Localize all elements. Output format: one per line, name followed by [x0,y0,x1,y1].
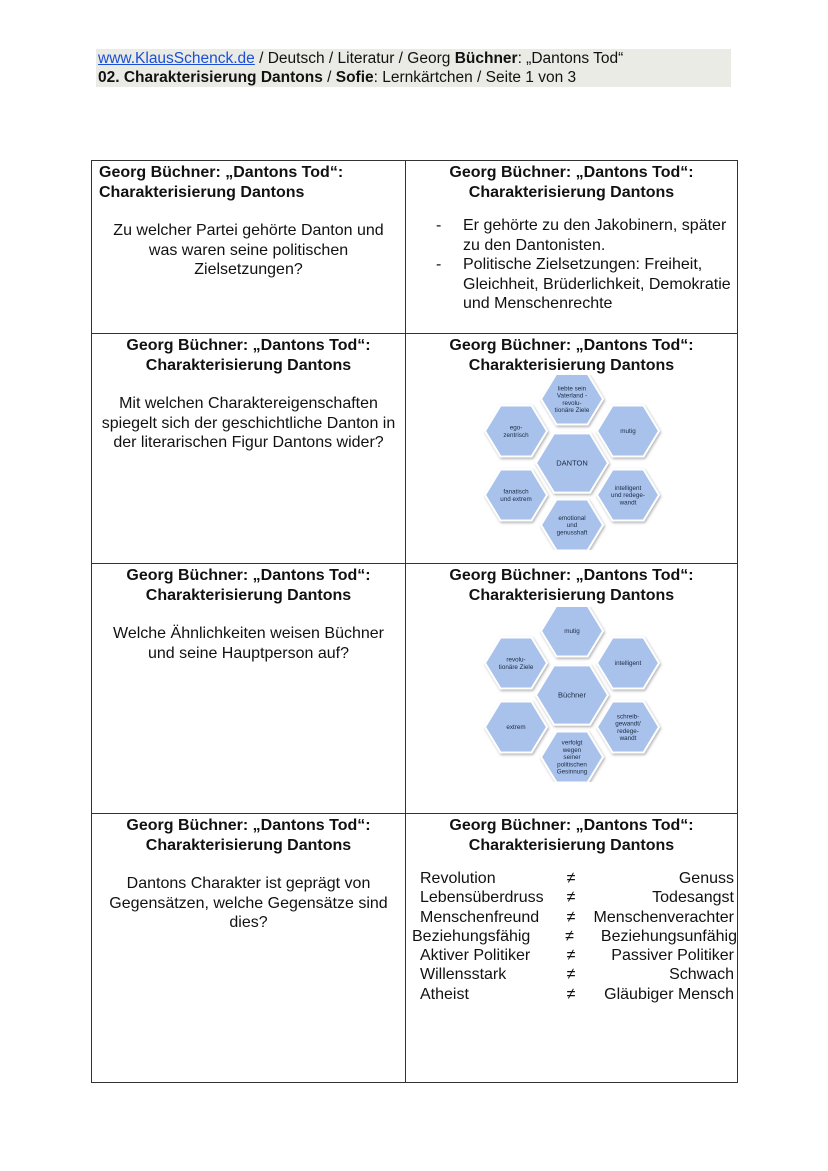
hexagon-label: verfolgt [561,739,582,747]
header-separator: / [322,69,336,86]
hexagon-label: revolu- [505,656,526,664]
card-title [406,564,737,605]
card-title-line-1: Georg Büchner: „Dantons Tod“: [126,567,371,584]
opposite-right: Schwach [669,966,734,984]
hexagon-label: politischen [556,761,587,769]
header-page-info: : Lernkärtchen / Seite 1 von 3 [373,69,577,86]
hexagon-label: redege- [616,727,639,735]
answer-item: - Er gehörte zu den Jakobinern, später zu den Dantonisten. [436,216,737,255]
card-title-line-2: Charakterisierung Dantons [468,836,675,854]
header-line-2 [98,68,731,87]
hexagon-label: schreib- [616,713,639,721]
hexagon-label: und extrem [499,495,532,503]
card-title-line-1: Georg Büchner: „Dantons Tod“: [126,817,371,834]
hexagon-label: mutig [563,628,580,636]
card-title-line-2: Charakterisierung Dantons [145,356,352,374]
opposite-left: Beziehungsfähig [412,927,531,945]
card-title-line-2: Charakterisierung Dantons [145,586,352,604]
hexagon-label: liebte sein [557,385,586,393]
hexagon-label: wegen [562,747,581,754]
hexagon-label: tionäre Ziele [554,407,589,415]
hexagon-label: DANTON [555,458,588,468]
card-title-line-2: Charakterisierung Dantons [468,586,675,604]
question-cell-1 [92,161,406,334]
not-equal-sign: ≠ [566,947,576,965]
hexagon-label: gewandt/ [614,720,641,728]
opposite-right: Gläubiger Mensch [604,985,734,1003]
danton-hexagon-diagram [472,375,672,550]
hexagon-bottom-left [485,470,547,521]
card-row-1 [92,161,738,334]
site-link[interactable]: www.KlausSchenck.de [98,50,255,67]
card-title-line-2: Charakterisierung Dantons [468,356,675,374]
card-row-2 [92,334,738,564]
question-text: Zu welcher Partei gehörte Danton und was waren seine politischen Zielsetzungen? [113,222,384,278]
opposite-right: Todesangst [652,889,734,907]
hexagon-label: wandt [619,499,636,507]
question-text: Dantons Charakter ist geprägt von Gegensätzen, welche Gegensätze sind dies? [109,875,388,931]
hexagon-label: emotional [557,515,586,522]
hexagon-label: und redege- [610,492,645,500]
card-title-line-1: Georg Büchner: „Dantons Tod“: [449,337,694,354]
header-work: : „Dantons Tod“ [517,50,624,67]
hexagon-top-left [485,638,547,689]
hexagon-top [541,607,603,657]
opposite-left: Atheist [420,985,469,1003]
hexagon-label: ego- [509,424,522,432]
card-title-line-1: Georg Büchner: „Dantons Tod“: [126,337,371,354]
card-title-line-2: Charakterisierung Dantons [99,183,305,201]
opposite-right: Genuss [678,870,734,887]
hexagon-bottom [541,732,603,783]
card-title [92,564,405,605]
answer-cell-3 [406,564,738,814]
header-line-1 [98,49,731,68]
hexagon-bottom-right [597,702,659,753]
opposite-pair [406,965,737,984]
hexagon-center [536,665,608,724]
not-equal-sign: ≠ [566,985,576,1003]
opposite-pair [406,946,737,965]
not-equal-sign: ≠ [565,927,574,945]
question-cell-4 [92,814,406,1083]
hexagon-label: Gesinnung [556,768,587,776]
page-header [96,49,731,87]
opposite-pair [406,869,737,888]
flashcards-table [91,160,738,1083]
opposite-left: Revolution [420,870,496,887]
hexagon-label: extrem [505,724,526,732]
card-title [92,334,405,375]
hexagon-label: wandt [619,735,636,743]
opposite-pair [406,927,737,946]
opposite-pair [406,908,737,927]
card-title [92,814,405,855]
hexagon-label: Vaterland - [556,392,587,400]
card-row-3 [92,564,738,814]
opposite-right: Beziehungsunfähig [600,927,737,945]
opposite-left: Menschenfreund [420,908,540,926]
question-text: Mit welchen Charaktereigenschaften spiegelt sich der geschichtliche Danton in der literarischen Figur Dantons wider? [101,395,396,451]
opposites-list [406,869,737,1004]
answer-cell-1 [406,161,738,334]
answer-item: - Politische Zielsetzungen: Freiheit, Gleichheit, Brüderlichkeit, Demokratie und Menschenrechte [436,255,737,314]
card-title-line-1: Georg Büchner: „Dantons Tod“: [449,567,694,584]
not-equal-sign: ≠ [566,908,576,926]
opposite-pair [406,888,737,907]
hexagon-diagram-wrap [406,375,737,550]
hexagon-label: intelligent [614,485,641,492]
card-title [406,814,737,855]
hexagon-label: Büchner [557,690,586,700]
not-equal-sign: ≠ [566,966,576,984]
header-path: / Deutsch / Literatur / Georg [254,50,455,67]
hexagon-label: fanatisch [502,488,529,496]
answer-list [406,216,737,314]
hexagon-label: zentrisch [502,431,529,439]
answer-cell-4 [406,814,738,1083]
card-title-line-1: Georg Büchner: „Dantons Tod“: [449,164,694,181]
card-title [406,334,737,375]
not-equal-sign: ≠ [566,889,576,907]
hexagon-label: genusshaft [556,529,587,537]
header-author: Büchner [454,50,518,67]
hexagon-bottom [541,500,603,551]
question-cell-2 [92,334,406,564]
opposite-left: Lebensüberdruss [420,889,544,907]
question-cell-3 [92,564,406,814]
hexagon-label: revolu- [561,399,582,407]
opposite-left: Willensstark [420,966,507,984]
card-title-line-1: Georg Büchner: „Dantons Tod“: [99,164,344,181]
question-text: Welche Ähnlichkeiten weisen Büchner und seine Hauptperson auf? [113,625,384,662]
hexagon-top-right [597,406,659,457]
hexagon-diagram-wrap [406,607,737,782]
card-title-line-1: Georg Büchner: „Dantons Tod“: [449,817,694,834]
hexagon-center [536,433,608,492]
hexagon-top-left [485,406,547,457]
hexagon-label: intelligent [614,660,641,668]
hexagon-label: und [566,522,577,530]
card-title [406,161,737,202]
opposite-right: Passiver Politiker [611,947,734,965]
hexagon-bottom-right [597,470,659,521]
hexagon-top-right [597,638,659,689]
card-row-4 [92,814,738,1083]
card-title-line-2: Charakterisierung Dantons [145,836,352,854]
not-equal-sign: ≠ [566,870,576,887]
answer-cell-2 [406,334,738,564]
card-title [92,161,405,202]
opposite-left: Aktiver Politiker [420,947,531,965]
header-topic: 02. Charakterisierung Dantons [98,69,323,86]
opposite-pair [406,985,737,1004]
hexagon-label: seiner [562,754,581,762]
opposite-right: Menschenverachter [593,908,734,926]
hexagon-label: mutig [619,428,636,436]
card-title-line-2: Charakterisierung Dantons [468,183,675,201]
hexagon-top [541,375,603,425]
hexagon-label: tionäre Ziele [498,663,533,671]
buechner-hexagon-diagram [472,607,672,782]
header-student: Sofie [335,69,374,86]
hexagon-bottom-left [485,702,547,753]
